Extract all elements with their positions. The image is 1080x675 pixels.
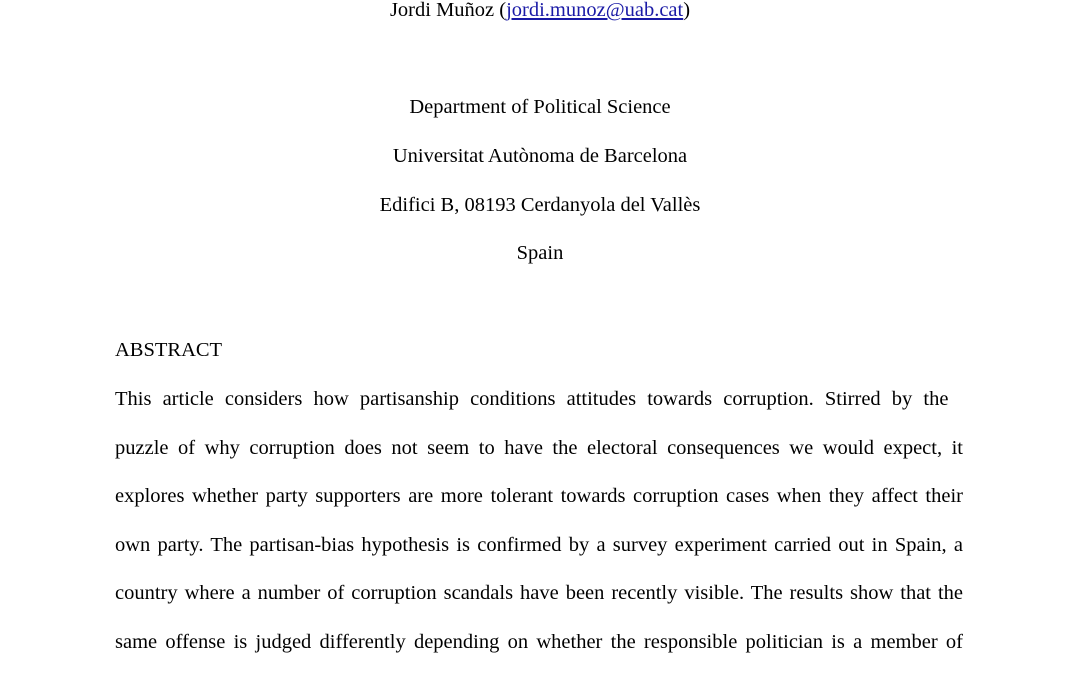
author-email-link[interactable]: jordi.munoz@uab.cat [506, 0, 684, 21]
address: Edifici B, 08193 Cerdanyola del Vallès [379, 194, 701, 216]
country: Spain [516, 242, 564, 264]
department: Department of Political Science [409, 96, 671, 118]
author-name: Jordi Muñoz [389, 0, 495, 21]
abstract-line: own party. The partisan-bias hypothesis is confirmed by a survey experiment carried out in Spain, a [115, 534, 963, 556]
author-line [0, 0, 1080, 22]
abstract-line: This article considers how partisanship conditions attitudes towards corruption. Stirred by the [115, 388, 949, 410]
abstract-line: explores whether party supporters are more tolerant towards corruption cases when they affect their [115, 485, 963, 507]
abstract-line: country where a number of corruption scandals have been recently visible. The results show that the [115, 582, 963, 604]
abstract-line: same offense is judged differently depending on whether the responsible politician is a member of [115, 631, 963, 653]
abstract-line: puzzle of why corruption does not seem to have the electoral consequences we would expect, it [115, 437, 963, 459]
university: Universitat Autònoma de Barcelona [392, 145, 688, 167]
abstract-heading: ABSTRACT [115, 339, 223, 361]
close-paren: ) [683, 0, 691, 21]
open-paren: ( [494, 0, 507, 21]
